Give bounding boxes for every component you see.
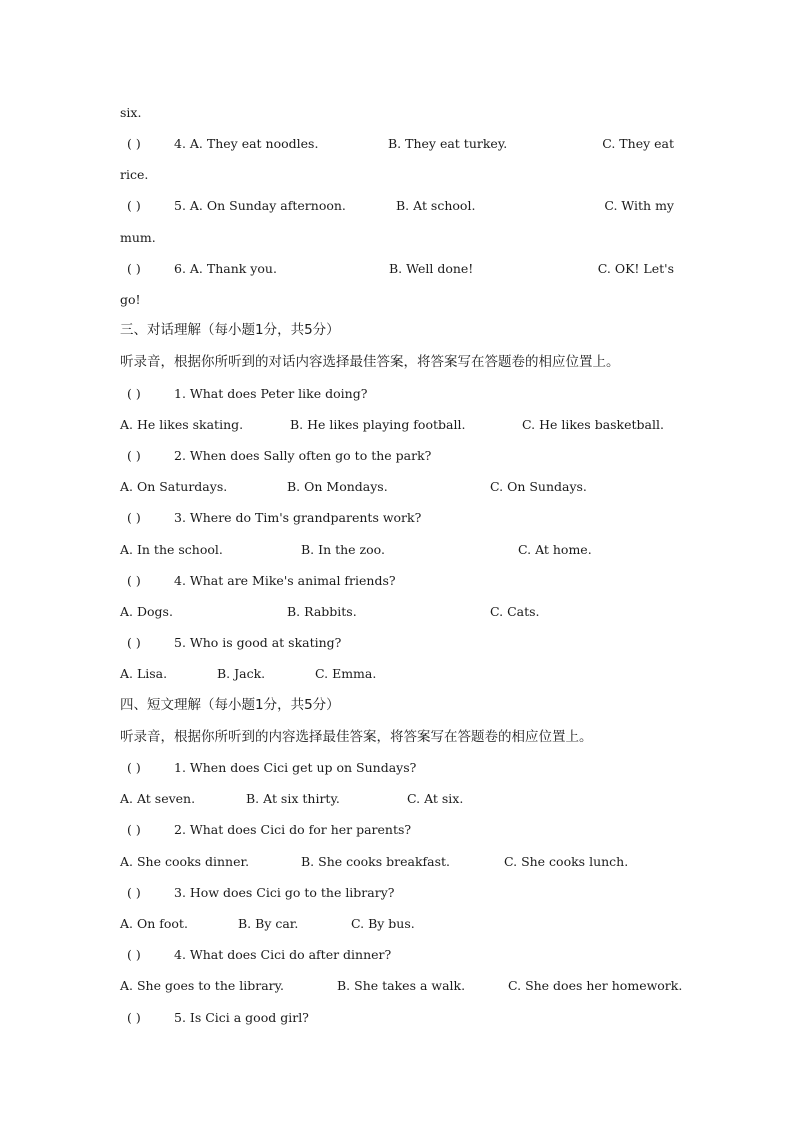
s4-question-3	[127, 882, 687, 904]
option-c: C. Emma.	[315, 666, 377, 681]
option-c: C. With my	[604, 198, 674, 213]
s4-question-5	[127, 1007, 687, 1029]
question-text: 3. Where do Tim's grandparents work?	[174, 510, 422, 525]
option-a: A. In the school.	[120, 542, 223, 557]
option-b: B. At school.	[396, 198, 476, 213]
option-b: B. Rabbits.	[287, 604, 357, 619]
question-text: 1. When does Cici get up on Sundays?	[174, 760, 417, 775]
question-text: 4. A. They eat noodles.	[174, 136, 319, 151]
answer-paren: ( )	[127, 760, 141, 775]
option-c: C. He likes basketball.	[522, 417, 664, 432]
answer-paren: ( )	[127, 198, 141, 213]
option-c: C. OK! Let's	[597, 261, 674, 276]
option-c: C. They eat	[602, 136, 674, 151]
answer-paren: ( )	[127, 510, 141, 525]
answer-paren: ( )	[127, 822, 141, 837]
answer-paren: ( )	[127, 261, 141, 276]
answer-paren: ( )	[127, 136, 141, 151]
option-b: B. By car.	[238, 916, 299, 931]
answer-paren: ( )	[127, 635, 141, 650]
s4-question-2	[127, 819, 687, 841]
option-c: C. By bus.	[351, 916, 415, 931]
question-text: 5. Is Cici a good girl?	[174, 1010, 309, 1025]
s4-options-3	[120, 913, 676, 935]
s3-question-2	[127, 445, 687, 467]
question-text: 5. A. On Sunday afternoon.	[174, 198, 346, 213]
option-c: C. Cats.	[490, 604, 540, 619]
question-text: 6. A. Thank you.	[174, 261, 277, 276]
q3-wrap-text: six.	[120, 105, 142, 120]
option-b: B. Jack.	[217, 666, 266, 681]
question-text: 4. What does Cici do after dinner?	[174, 947, 392, 962]
option-b: B. She takes a walk.	[337, 978, 466, 993]
s3-question-3	[127, 507, 687, 529]
s4-options-1	[120, 788, 676, 810]
section4-instruction: 听录音，根据你所听到的内容选择最佳答案，将答案写在答题卷的相应位置上。	[120, 729, 593, 745]
option-b: B. On Mondays.	[287, 479, 388, 494]
option-b: B. They eat turkey.	[388, 136, 508, 151]
option-b: B. He likes playing football.	[290, 417, 466, 432]
option-b: B. She cooks breakfast.	[301, 854, 451, 869]
option-c: C. At home.	[518, 542, 592, 557]
option-a: A. Dogs.	[120, 604, 173, 619]
section4-heading: 四、短文理解（每小题1分，共5分）	[120, 697, 340, 713]
question-text: 4. What are Mike's animal friends?	[174, 573, 396, 588]
s3-question-1	[127, 383, 687, 405]
question-text: 2. What does Cici do for her parents?	[174, 822, 412, 837]
option-a: A. She goes to the library.	[120, 978, 285, 993]
s4-options-2	[120, 851, 676, 873]
answer-paren: ( )	[127, 448, 141, 463]
answer-paren: ( )	[127, 885, 141, 900]
option-b: B. At six thirty.	[246, 791, 340, 806]
option-a: A. On Saturdays.	[120, 479, 228, 494]
option-a: A. Lisa.	[120, 666, 168, 681]
option-c: C. She does her homework.	[508, 978, 683, 993]
q5-wrap-text: mum.	[120, 230, 156, 245]
q6-wrap-text: go!	[120, 292, 141, 307]
question-text: 5. Who is good at skating?	[174, 635, 342, 650]
s4-question-1	[127, 757, 687, 779]
s3-options-4	[120, 601, 676, 623]
s3-options-2	[120, 476, 676, 498]
question-text: 3. How does Cici go to the library?	[174, 885, 395, 900]
option-c: C. She cooks lunch.	[504, 854, 629, 869]
answer-paren: ( )	[127, 1010, 141, 1025]
s3-options-5	[120, 663, 676, 685]
answer-paren: ( )	[127, 386, 141, 401]
option-b: B. In the zoo.	[301, 542, 385, 557]
s3-options-3	[120, 539, 676, 561]
option-c: C. At six.	[407, 791, 464, 806]
s3-options-1	[120, 414, 676, 436]
s4-question-4	[127, 944, 687, 966]
q4-wrap-text: rice.	[120, 167, 149, 182]
option-c: C. On Sundays.	[490, 479, 587, 494]
s3-question-5	[127, 632, 687, 654]
option-a: A. He likes skating.	[120, 417, 244, 432]
p2-question-5	[120, 195, 676, 217]
p2-question-6	[120, 258, 676, 280]
option-a: A. At seven.	[120, 791, 196, 806]
question-text: 1. What does Peter like doing?	[174, 386, 368, 401]
option-a: A. On foot.	[120, 916, 188, 931]
s3-question-4	[127, 570, 687, 592]
section3-heading: 三、对话理解（每小题1分，共5分）	[120, 322, 340, 338]
answer-paren: ( )	[127, 947, 141, 962]
option-b: B. Well done!	[389, 261, 474, 276]
option-a: A. She cooks dinner.	[120, 854, 250, 869]
question-text: 2. When does Sally often go to the park?	[174, 448, 432, 463]
p2-question-4	[120, 133, 676, 155]
s4-options-4	[120, 975, 683, 997]
answer-paren: ( )	[127, 573, 141, 588]
section3-instruction: 听录音，根据你所听到的对话内容选择最佳答案，将答案写在答题卷的相应位置上。	[120, 354, 620, 370]
